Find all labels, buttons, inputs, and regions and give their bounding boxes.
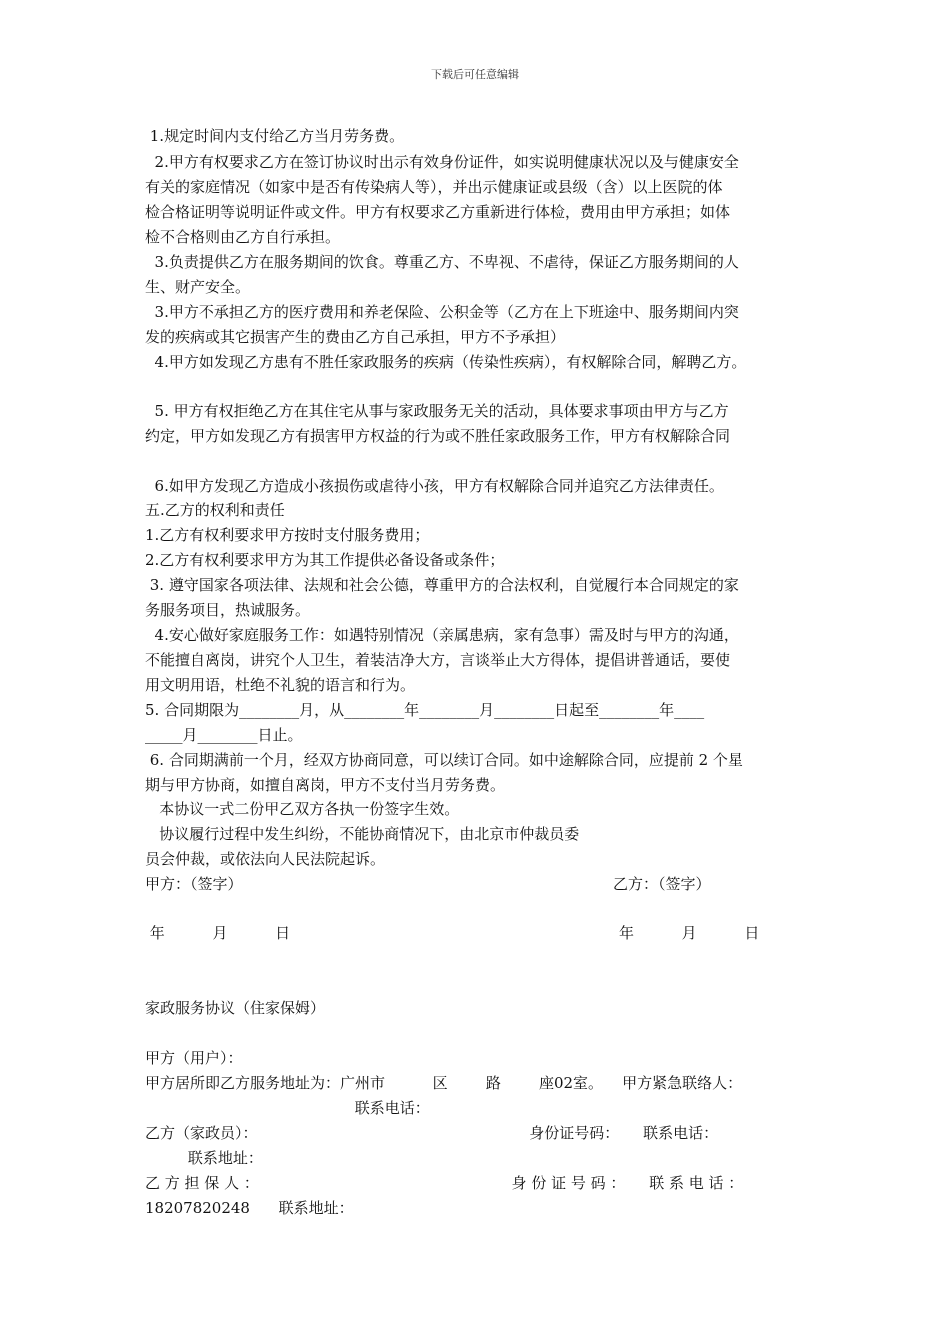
text-line: 本协议一式二份甲乙双方各执一份签字生效。 <box>145 800 460 818</box>
party-a-date: 年 月 日 <box>145 924 291 942</box>
text-line: 3. 遵守国家各项法律、法规和社会公德，尊重甲方的合法权利，自觉履行本合同规定的家 <box>145 576 739 594</box>
text-line: 6.如甲方发现乙方造成小孩损伤或虐待小孩，甲方有权解除合同并追究乙方法律责任。 <box>145 477 724 495</box>
text-line: 员会仲裁，或依法向人民法院起诉。 <box>145 850 386 868</box>
text-line: 3.甲方不承担乙方的医疗费用和养老保险、公积金等（乙方在上下班途中、服务期间内突 <box>145 303 739 321</box>
text-line: 乙 方 担 保 人 ： 身 份 证 号 码 ： 联 系 电 话 ： <box>145 1174 744 1192</box>
text-line: 6. 合同期满前一个月，经双方协商同意，可以续订合同。如中途解除合同，应提前 2 个星 <box>145 751 743 769</box>
text-line: 用文明用语，杜绝不礼貌的语言和行为。 <box>145 676 416 694</box>
text-line: 18207820248 联系地址： <box>145 1199 354 1217</box>
text-line: 4.甲方如发现乙方患有不胜任家政服务的疾病（传染性疾病），有权解除合同，解聘乙方。 <box>145 353 747 371</box>
text-line: 1.乙方有权利要求甲方按时支付服务费用； <box>145 526 430 544</box>
text-line: 4.安心做好家庭服务工作：如遇特别情况（亲属患病，家有急事）需及时与甲方的沟通， <box>145 626 739 644</box>
party-a-signature: 甲方：（签字） <box>145 875 243 893</box>
text-line: 检不合格则由乙方自行承担。 <box>145 228 341 246</box>
party-b-date: 年 月 日 <box>619 924 760 942</box>
text-line: 期与甲方协商，如擅自离岗，甲方不支付当月劳务费。 <box>145 776 506 794</box>
text-line: 联系地址： <box>145 1149 263 1167</box>
text-line: 约定，甲方如发现乙方有损害甲方权益的行为或不胜任家政服务工作，甲方有权解除合同 <box>145 427 731 445</box>
text-line: 联系电话： <box>145 1099 430 1117</box>
text-line: 2.乙方有权利要求甲方为其工作提供必备设备或条件； <box>145 551 505 569</box>
text-line: 甲方（用户）： <box>145 1049 243 1067</box>
text-line: 1.规定时间内支付给乙方当月劳务费。 <box>145 127 405 145</box>
agreement-title: 家政服务协议（住家保姆） <box>145 999 326 1017</box>
text-line: 乙方（家政员）： 身份证号码： 联系电话： <box>145 1124 719 1142</box>
text-line: 5. 甲方有权拒绝乙方在其住宅从事与家政服务无关的活动，具体要求事项由甲方与乙方 <box>145 402 729 420</box>
text-line: 务服务项目，热诚服务。 <box>145 601 311 619</box>
text-line: 生、财产安全。 <box>145 278 251 296</box>
party-b-signature: 乙方：（签字） <box>613 875 711 893</box>
text-line: _____月________日止。 <box>145 726 303 744</box>
text-line: 2.甲方有权要求乙方在签订协议时出示有效身份证件，如实说明健康状况以及与健康安全 <box>145 153 739 171</box>
text-line: 检合格证明等说明证件或文件。甲方有权要求乙方重新进行体检，费用由甲方承担；如体 <box>145 203 731 221</box>
text-line: 3.负责提供乙方在服务期间的饮食。尊重乙方、不卑视、不虐待，保证乙方服务期间的人 <box>145 253 739 271</box>
text-line: 协议履行过程中发生纠纷，不能协商情况下，由北京市仲裁员委 <box>145 825 580 843</box>
section-heading: 五.乙方的权利和责任 <box>145 501 285 519</box>
text-line: 发的疾病或其它损害产生的费由乙方自己承担，甲方不予承担） <box>145 328 566 346</box>
text-line: 有关的家庭情况（如家中是否有传染病人等），并出示健康证或县级（含）以上医院的体 <box>145 178 723 196</box>
text-line: 甲方居所即乙方服务地址为：广州市 区 路 座02室。 甲方紧急联络人： <box>145 1074 743 1092</box>
text-line: 5. 合同期限为________月，从________年________月________日起至________年____ <box>145 701 705 719</box>
text-line: 不能擅自离岗，讲究个人卫生，着装洁净大方，言谈举止大方得体，提倡讲普通话，要使 <box>145 651 731 669</box>
page-header: 下载后可任意编辑 <box>431 68 519 81</box>
